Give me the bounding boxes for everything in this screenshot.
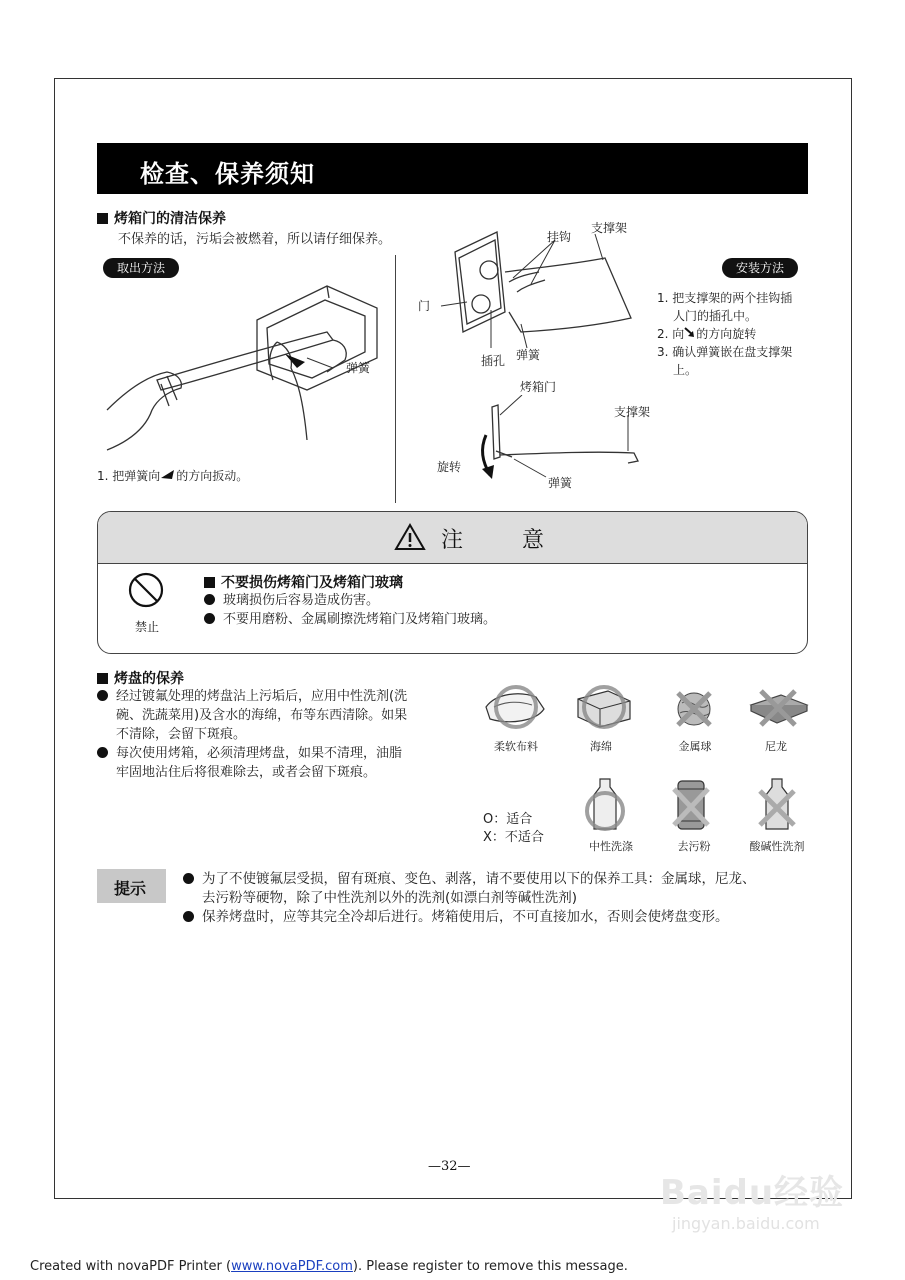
label-door: 门 xyxy=(418,299,431,313)
nylon-pad-icon xyxy=(745,683,815,733)
footer-pre: Created with novaPDF Printer ( xyxy=(30,1259,232,1274)
caution-item xyxy=(204,591,379,610)
remove-step-text: 1. 把弹簧向 xyxy=(97,469,161,483)
label-rotate: 旋转 xyxy=(437,460,462,474)
tips-line: 保养烤盘时，应等其完全冷却后进行。烤箱使用后，不可直接加水，否则会使烤盘变形。 xyxy=(202,909,729,925)
remove-step xyxy=(97,467,248,484)
baidu-watermark: Baidu经验 xyxy=(660,1173,845,1213)
tips-text xyxy=(183,870,756,927)
tool-caption: 酸碱性洗剂 xyxy=(749,840,805,853)
legend xyxy=(483,811,544,847)
square-bullet-icon xyxy=(97,673,108,684)
tool-caption: 中性洗涤 xyxy=(589,840,633,853)
tool-caption: 海绵 xyxy=(590,740,612,753)
tray-line: 碗、洗蔬菜用)及含水的海绵，布等东西清除。如果 xyxy=(116,708,408,723)
label-spring-bottom: 弹簧 xyxy=(548,476,573,490)
label-hole: 插孔 xyxy=(481,354,506,368)
remove-step-tail: 的方向扳动。 xyxy=(176,469,249,483)
install-steps xyxy=(657,289,792,379)
baidu-watermark-url: jingyan.baidu.com xyxy=(672,1214,820,1233)
tray-line: 牢固地沾住后将很难除去，或者会留下斑痕。 xyxy=(116,765,377,780)
arrow-direction-icon xyxy=(160,468,176,480)
caution-header xyxy=(98,512,807,564)
bullet-icon xyxy=(204,613,215,624)
tool-caption: 去污粉 xyxy=(677,840,711,853)
acid-alkaline-detergent-icon xyxy=(754,775,800,835)
page-title: 检查、保养须知 xyxy=(140,160,315,188)
door-heading-text: 烤箱门的清洁保养 xyxy=(114,211,226,227)
install-step-1-cont: 人门的插孔中。 xyxy=(673,309,758,323)
tray-line: 经过镀氟处理的烤盘沾上污垢后，应用中性洗剂(洗 xyxy=(116,689,408,704)
tray-line: 不清除，会留下斑痕。 xyxy=(116,727,247,742)
caution-item-text: 不要用磨粉、金属刷擦洗烤箱门及烤箱门玻璃。 xyxy=(223,612,497,627)
arrow-down-right-icon xyxy=(684,327,696,338)
tray-line: 每次使用烤箱，必须清理烤盘，如果不清理，油脂 xyxy=(116,746,403,761)
tool-caption: 尼龙 xyxy=(765,740,787,753)
caution-item xyxy=(204,610,496,629)
square-bullet-icon xyxy=(204,577,215,588)
prohibited-icon xyxy=(128,572,164,608)
install-step-3: 3. 确认弹簧嵌在盘支撑架 xyxy=(657,345,793,359)
bullet-icon xyxy=(204,594,215,605)
caution-box xyxy=(97,511,808,654)
bullet-icon xyxy=(183,873,194,884)
tool-caption: 柔软布料 xyxy=(494,740,538,753)
forbid-label: 禁止 xyxy=(135,620,160,634)
label-spring-left: 弹簧 xyxy=(346,361,371,375)
bullet-icon xyxy=(183,911,194,922)
tray-heading-text: 烤盘的保养 xyxy=(114,671,184,687)
caution-heading xyxy=(204,572,403,592)
square-bullet-icon xyxy=(97,213,108,224)
install-step-2: 2. 向 xyxy=(657,327,685,341)
divider-line xyxy=(395,255,396,503)
soft-cloth-icon xyxy=(480,683,550,733)
bullet-icon xyxy=(97,690,108,701)
caution-item-text: 玻璃损伤后容易造成伤害。 xyxy=(223,593,380,608)
door-section-heading xyxy=(97,208,226,228)
label-support-2: 支撑架 xyxy=(614,405,651,419)
sponge-icon xyxy=(568,683,638,733)
install-step-1: 1. 把支撑架的两个挂钩插 xyxy=(657,291,793,305)
remove-method-label: 取出方法 xyxy=(103,258,179,278)
pdf-footer xyxy=(30,1259,628,1274)
neutral-detergent-icon xyxy=(582,775,628,835)
install-method-label: 安装方法 xyxy=(722,258,798,278)
tips-label-box xyxy=(97,869,166,903)
install-step-2-tail: 的方向旋转 xyxy=(696,327,757,341)
title-bar xyxy=(97,143,808,194)
door-intro: 不保养的话，污垢会被燃着，所以请仔细保养。 xyxy=(118,232,392,247)
tips-label: 提示 xyxy=(114,879,147,898)
install-step-3-cont: 上。 xyxy=(673,363,698,377)
legend-ok: O：适合 xyxy=(483,812,533,827)
warning-icon xyxy=(394,523,426,551)
scouring-powder-icon xyxy=(668,775,714,835)
steel-wool-icon xyxy=(660,683,730,733)
legend-ng: X：不适合 xyxy=(483,830,544,845)
label-spring-mid: 弹簧 xyxy=(516,348,541,362)
label-oven-door: 烤箱门 xyxy=(520,380,557,394)
bullet-icon xyxy=(97,747,108,758)
caution-title: 注 意 xyxy=(441,528,570,553)
tray-section-heading xyxy=(97,668,184,688)
tips-line: 为了不使镀氟层受损，留有斑痕、变色、剥落，请不要使用以下的保养工具：金属球，尼龙、 xyxy=(202,871,756,887)
footer-post: ). Please register to remove this message. xyxy=(352,1259,628,1274)
tray-text xyxy=(97,687,407,782)
label-hook: 挂钩 xyxy=(547,230,572,244)
tips-line: 去污粉等硬物，除了中性洗剂以外的洗剂(如漂白剂等碱性洗剂) xyxy=(202,890,578,906)
tool-caption: 金属球 xyxy=(678,740,712,753)
novapdf-link[interactable]: www.novaPDF.com xyxy=(231,1259,353,1274)
label-support: 支撑架 xyxy=(591,221,628,235)
page-number: —32— xyxy=(428,1159,471,1174)
caution-heading-text: 不要损伤烤箱门及烤箱门玻璃 xyxy=(221,575,403,591)
